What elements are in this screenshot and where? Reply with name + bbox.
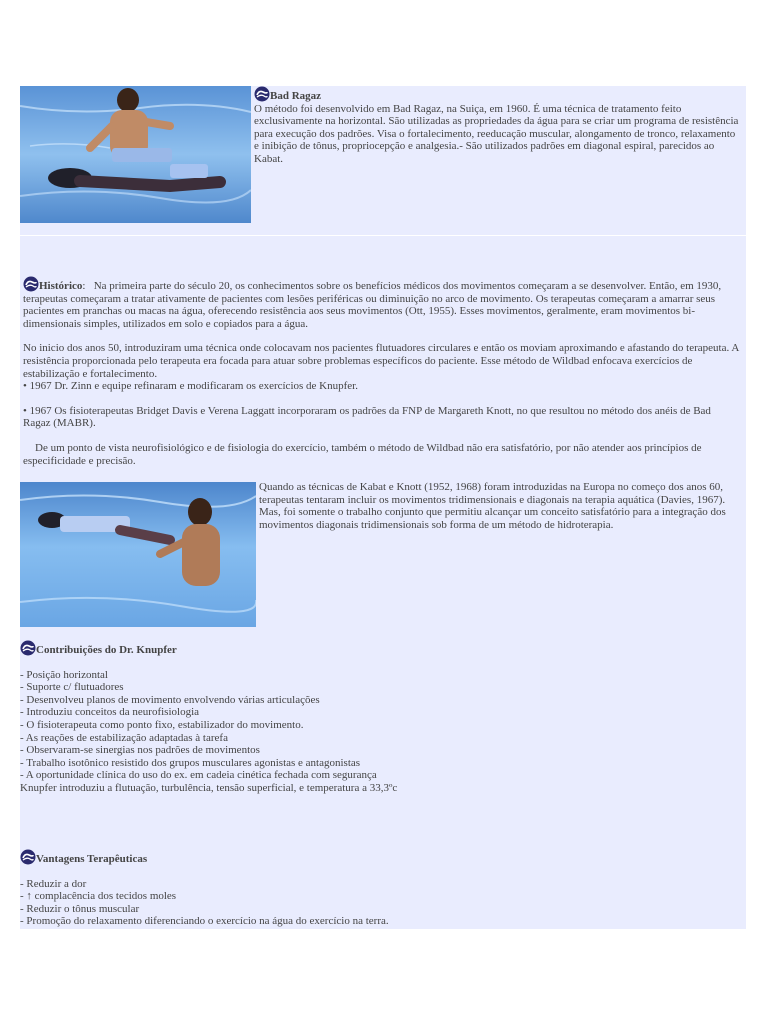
contribuicoes-section [20,640,740,795]
list-item: - Desenvolveu planos de movimento envolvendo várias articulações [20,693,320,706]
historico-p6: Quando as técnicas de Kabat e Knott (1952, 1968) foram introduzidas na Europa no começo dos anos 60, terapeutas tentaram incluir os movimentos tridimensionais e diagonais na terapia aquática (Davies, 1967). Mas, foi somente o trabalho conjunto que permitiu alcançar um conceito satisfatório para a integração dos movimentos diagonais tridimensionais sob forma de um método de hidroterapia. [259,481,726,531]
vantagens-title: Vantagens Terapêuticas [36,853,148,865]
historico-colon: : [82,280,86,292]
historico-p3: • 1967 Dr. Zinn e equipe refinaram e modificaram os exercícios de Knupfer. [23,380,358,393]
vantagens-list [20,878,740,928]
pool-photo-2 [20,482,256,627]
list-item: - Suporte c/ flutuadores [20,681,124,694]
bad-ragaz-section [254,86,742,166]
list-item: - Posição horizontal [20,668,108,681]
list-item: Knupfer introduziu a flutuação, turbulência, tensão superficial, e temperatura a 33,3ºc [20,781,398,794]
historico-p6-block [259,481,739,531]
list-item: - ↑ complacência dos tecidos moles [20,890,177,903]
swirl-logo-icon [20,640,36,656]
pool-photo-1 [20,86,251,223]
historico-p4: • 1967 Os fisioterapeutas Bridget Davis e Verena Laggatt incorporaram os padrões da FNP de Margareth Knott, no que resultou no método dos anéis de Bad Ragaz (MABR). [23,404,711,430]
list-item: - Promoção do relaxamento diferenciando o exercício na água do exercício na terra. [20,915,389,928]
list-item: - Introduziu conceitos da neurofisiologia [20,706,200,719]
section-title: Bad Ragaz [270,90,322,102]
swirl-logo-icon [23,276,39,292]
list-item: - A oportunidade clínica do uso do ex. em cadeia cinética fechada com segurança [20,769,377,782]
swirl-logo-icon [254,86,270,102]
historico-p5: De um ponto de vista neurofisiológico e de fisiologia do exercício, também o método de Wildbad não era satisfatório, por não atender aos princípios de especificidade e precisão. [23,441,702,467]
list-item: - O fisioterapeuta como ponto fixo, estabilizador do movimento. [20,718,304,731]
historico-title: Histórico [39,280,83,292]
list-item: - Observaram-se sinergias nos padrões de movimentos [20,744,260,757]
section-text: O método foi desenvolvido em Bad Ragaz, na Suiça, em 1960. É uma técnica de tratamento feito exclusivamente na horizontal. São utilizadas as propriedades da água para se criar um programa de resistência para execução dos padrões. Visa o fortalecimento, reeducação muscular, alongamento de tronco, relaxamento e inibição de tônus, propriocepção e analgesia.- São utilizados padrões em diagonal espiral, parecidos ao Kabat. [254,102,739,165]
list-item: - Trabalho isotônico resistido dos grupos musculares agonistas e antagonistas [20,756,361,769]
contribuicoes-list [20,669,740,795]
historico-section [23,276,741,467]
vantagens-section [20,849,740,928]
historico-p1: Na primeira parte do século 20, os conhecimentos sobre os benefícios médicos dos movimentos começaram a se desenvolver. Então, em 1930, terapeutas começaram a tratar ativamente de pacientes com lesões periféricas ou diminuição no arco de movimento. Os terapeutas começaram a amarrar seus pacientes em pranchas ou macas na água, oferecendo resistência aos seus movimentos (Ott, 1955). Esses movimentos, geralmente, eram movimentos bi-dimensionais simples, utilizados em solo e copiados para a água. [23,280,722,330]
list-item: - As reações de estabilização adaptadas à tarefa [20,731,228,744]
contribuicoes-title: Contribuições do Dr. Knupfer [36,644,177,656]
swirl-logo-icon [20,849,36,865]
list-item: - Reduzir o tônus muscular [20,902,140,915]
historico-p2: No inicio dos anos 50, introduziram uma técnica onde colocavam nos pacientes flutuadores circulares e então os moviam aproximando e afastando do terapeuta. A resistência proporcionada pelo terapeuta era focada para atuar sobre problemas específicos do paciente. Esse método de Wildbad enfocava exercícios de estabilização e fortalecimento. [23,342,739,380]
list-item: - Reduzir a dor [20,877,87,890]
